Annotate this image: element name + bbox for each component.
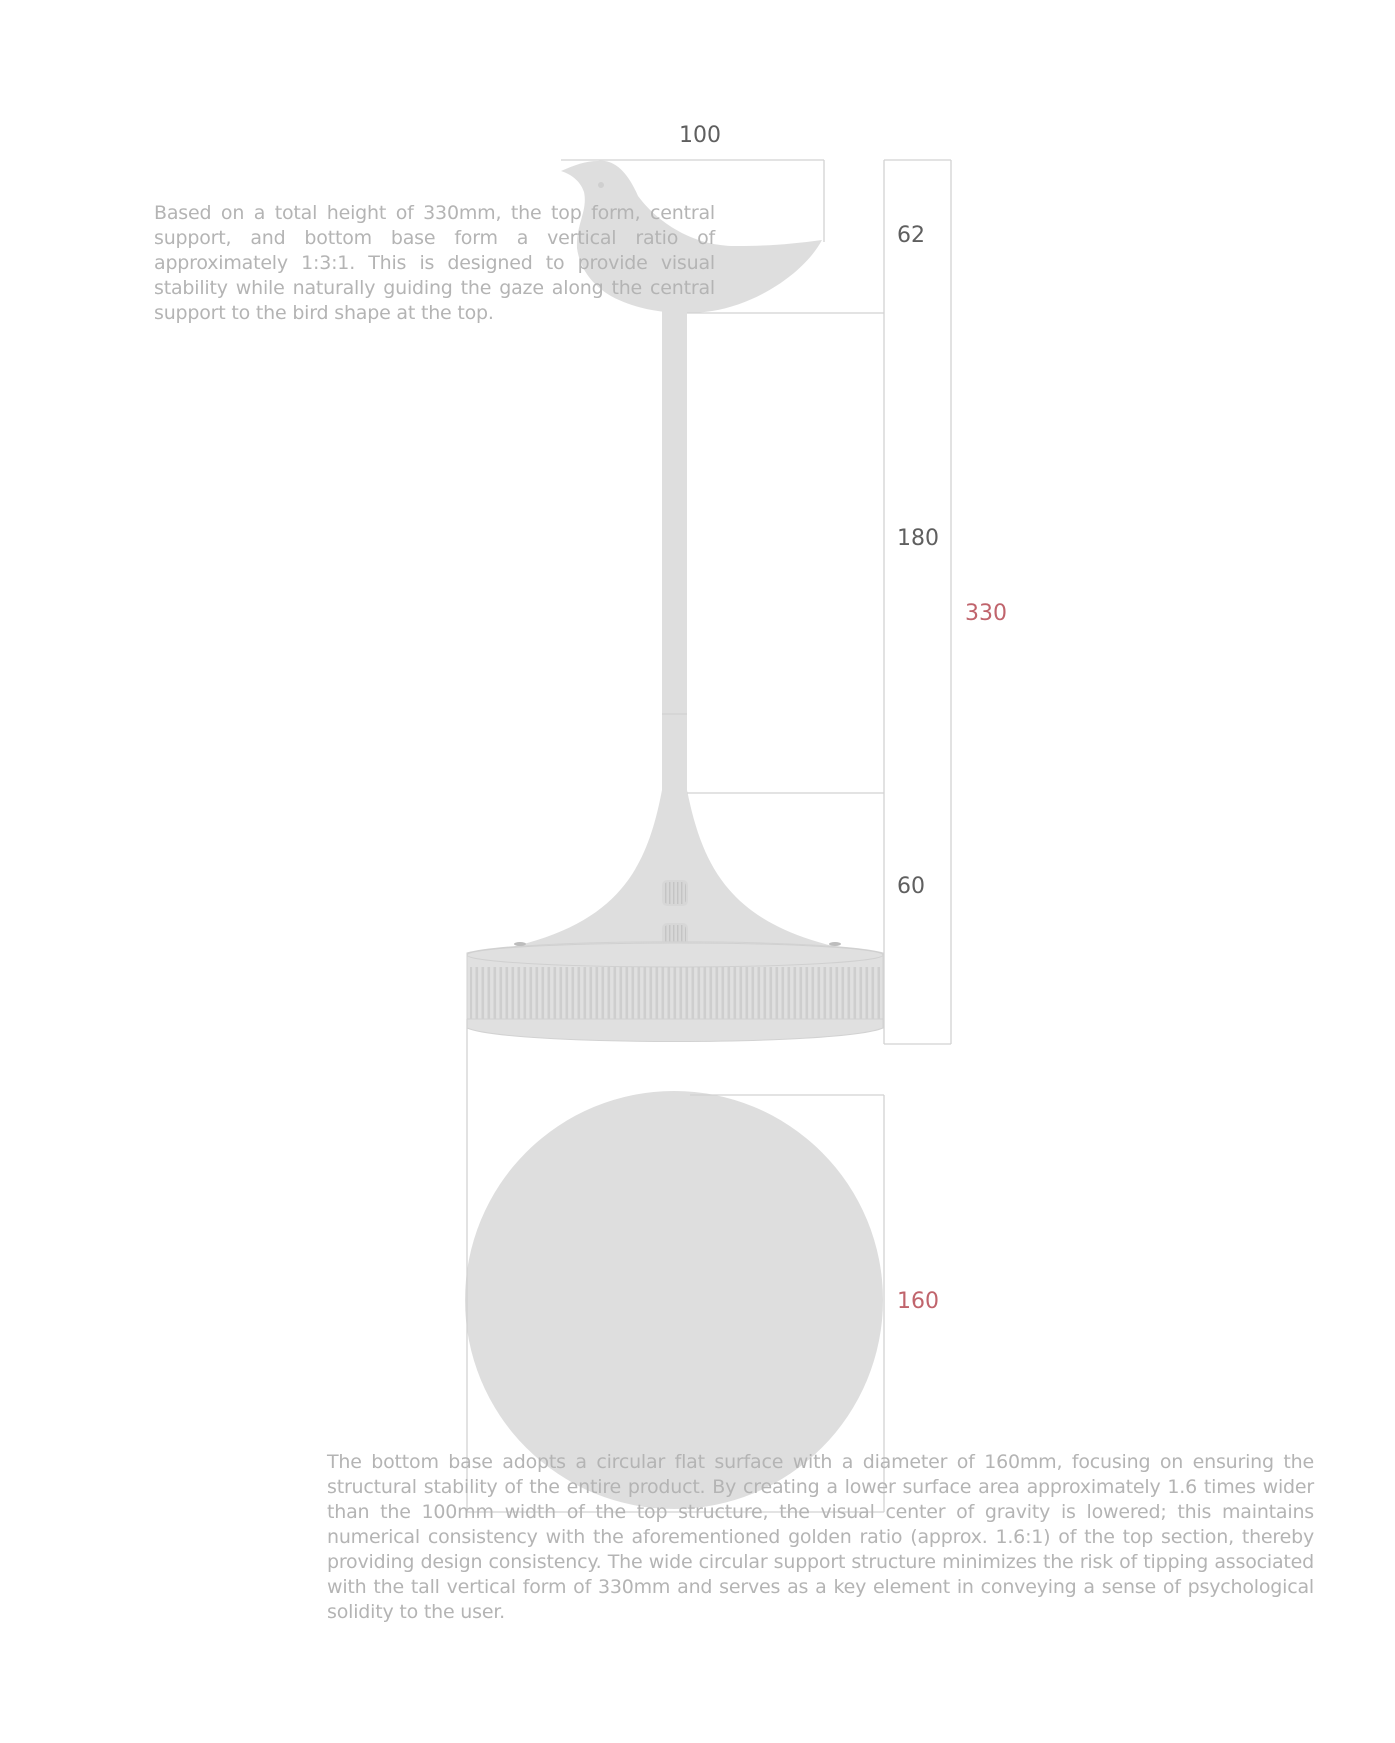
dim-base-height: 60 [897, 874, 925, 899]
base-top-view-circle [465, 1091, 883, 1509]
dim-support-height: 180 [897, 526, 939, 551]
bird-eye [598, 182, 604, 188]
bottom-description-note: The bottom base adopts a circular flat surface with a diameter of 160mm, focusing on ensuring the structural stability of the entire product. By creating a lower surface area approximately 1.6 times wider than the 100mm width of the top structure, the visual center of gravity is lowered; this maintains numerical consistency with the aforementioned golden ratio (approx. 1.6:1) of the top section, thereby providing design consistency. The wide circular support structure minimizes the risk of tipping associated with the tall vertical form of 330mm and serves as a key element in conveying a sense of psychological solidity to the user. [327, 1451, 1314, 1623]
central-support-rod [662, 300, 687, 796]
top-description-note: Based on a total height of 330mm, the top form, central support, and bottom base form a vertical ratio of approximately 1:3:1. This is designed to provide visual stability while naturally guiding the gaze along the central support to the bird shape at the top. [154, 202, 715, 324]
dim-base-diameter: 160 [897, 1289, 939, 1314]
dim-top-height: 62 [897, 223, 925, 248]
dim-total-height: 330 [965, 601, 1007, 626]
dim-top-width: 100 [679, 123, 721, 148]
speaker-grill [470, 967, 880, 1019]
